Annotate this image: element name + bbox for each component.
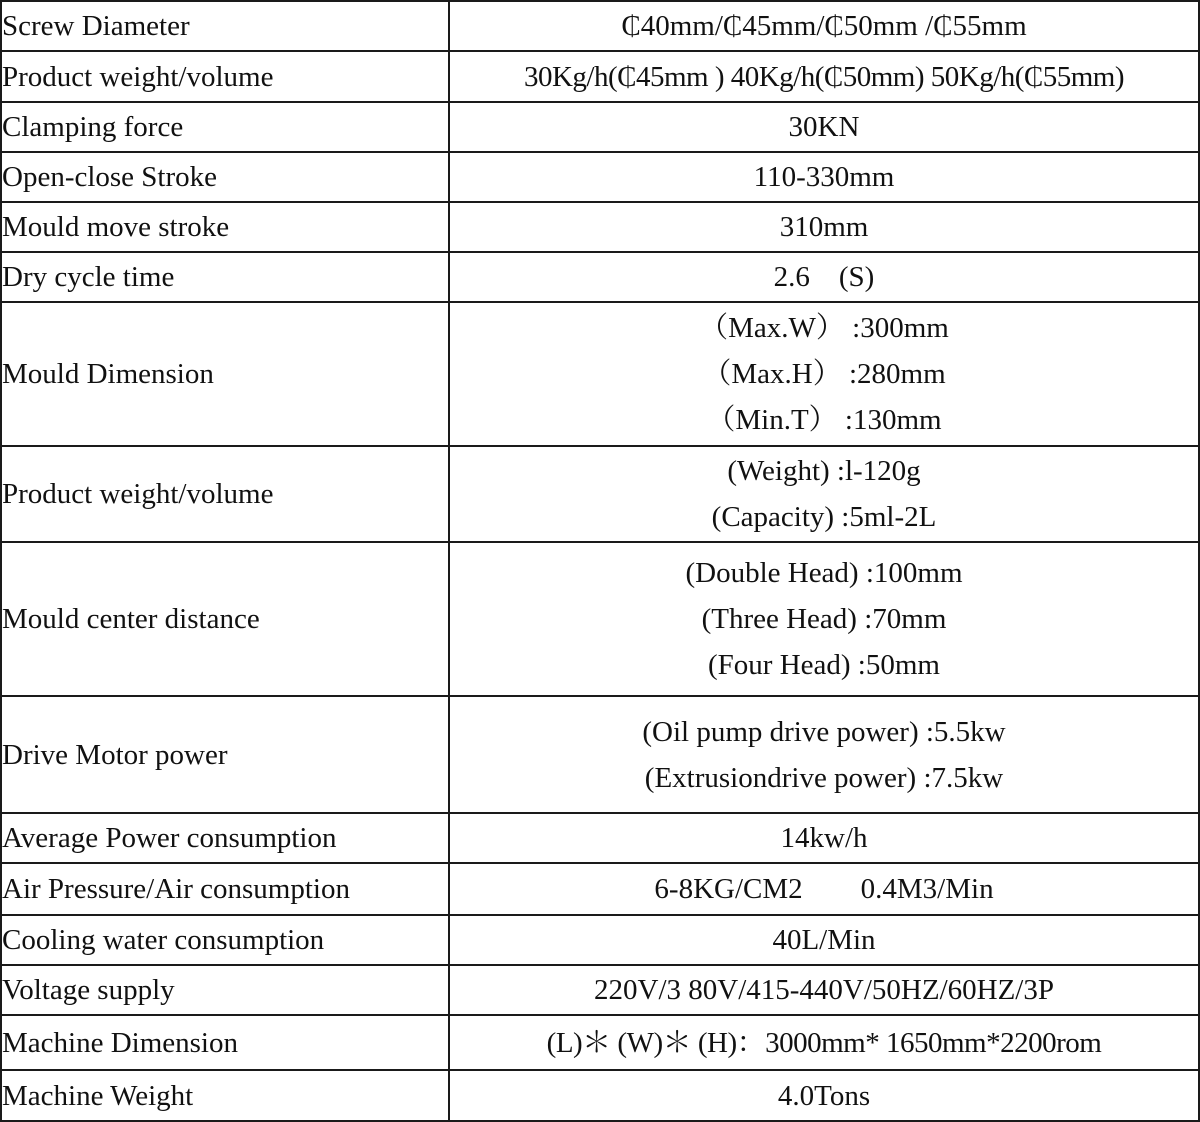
table-row [1,302,1199,446]
row-label: Clamping force [1,102,449,152]
row-value [449,446,1199,542]
table-row [1,915,1199,965]
row-label: Product weight/volume [1,51,449,102]
value-line: （Max.H） :280mm [702,358,946,390]
row-label: Machine Dimension [1,1015,449,1070]
value-line: 310mm [779,211,869,243]
row-value [449,696,1199,813]
table-row [1,1,1199,51]
value-line: 110-330mm [753,161,895,193]
table-row [1,813,1199,863]
row-label: Drive Motor power [1,696,449,813]
value-line: (Double Head) :100mm [685,557,963,589]
value-line: (L)＊ (W)＊ (H)：3000mm* 1650mm*2200rom [546,1026,1102,1059]
row-value [449,542,1199,696]
table-row [1,863,1199,915]
row-label: Open-close Stroke [1,152,449,202]
table-row [1,1070,1199,1121]
row-value [449,152,1199,202]
table-row [1,1015,1199,1070]
row-value [449,1070,1199,1121]
value-line: 4.0Tons [777,1079,871,1112]
table-row [1,542,1199,696]
value-line: 220V/3 80V/415-440V/50HZ/60HZ/3P [594,974,1054,1006]
row-label: Average Power consumption [1,813,449,863]
table-row [1,696,1199,813]
value-line: 2.6 (S) [773,261,875,293]
value-line: （Max.W） :300mm [699,312,949,344]
row-label: Cooling water consumption [1,915,449,965]
row-label: Voltage supply [1,965,449,1015]
value-line: (Three Head) :70mm [701,603,947,635]
row-label: Screw Diameter [1,1,449,51]
value-line: 30KN [788,111,860,143]
row-label: Mould center distance [1,542,449,696]
row-value [449,102,1199,152]
value-line: (Four Head) :50mm [708,649,940,681]
value-line: ₵40mm/₵45mm/₵50mm /₵55mm [621,10,1027,42]
table-row [1,152,1199,202]
table-row [1,202,1199,252]
row-label: Dry cycle time [1,252,449,302]
value-line: 40L/Min [772,924,876,956]
row-value [449,965,1199,1015]
row-value [449,302,1199,446]
row-value [449,1015,1199,1070]
row-label: Air Pressure/Air consumption [1,863,449,915]
row-label: Product weight/volume [1,446,449,542]
row-value [449,915,1199,965]
value-line: (Oil pump drive power) :5.5kw [642,715,1006,748]
row-value [449,252,1199,302]
table-row [1,102,1199,152]
row-value [449,1,1199,51]
row-label: Mould move stroke [1,202,449,252]
row-value [449,863,1199,915]
table-row [1,51,1199,102]
row-label: Machine Weight [1,1070,449,1121]
row-value [449,813,1199,863]
value-line: (Capacity) :5ml-2L [711,501,937,533]
row-value [449,202,1199,252]
value-line: (Extrusiondrive power) :7.5kw [644,761,1004,794]
value-line: （Min.T） :130mm [706,404,942,436]
value-line: 6-8KG/CM2 0.4M3/Min [654,873,994,905]
table-row [1,446,1199,542]
table-row [1,965,1199,1015]
row-value [449,51,1199,102]
value-line: 14kw/h [780,822,868,854]
value-line: 30Kg/h(₵45mm ) 40Kg/h(₵50mm) 50Kg/h(₵55mm) [523,60,1125,93]
value-line: (Weight) :l-120g [727,455,921,487]
row-label: Mould Dimension [1,302,449,446]
table-row [1,252,1199,302]
